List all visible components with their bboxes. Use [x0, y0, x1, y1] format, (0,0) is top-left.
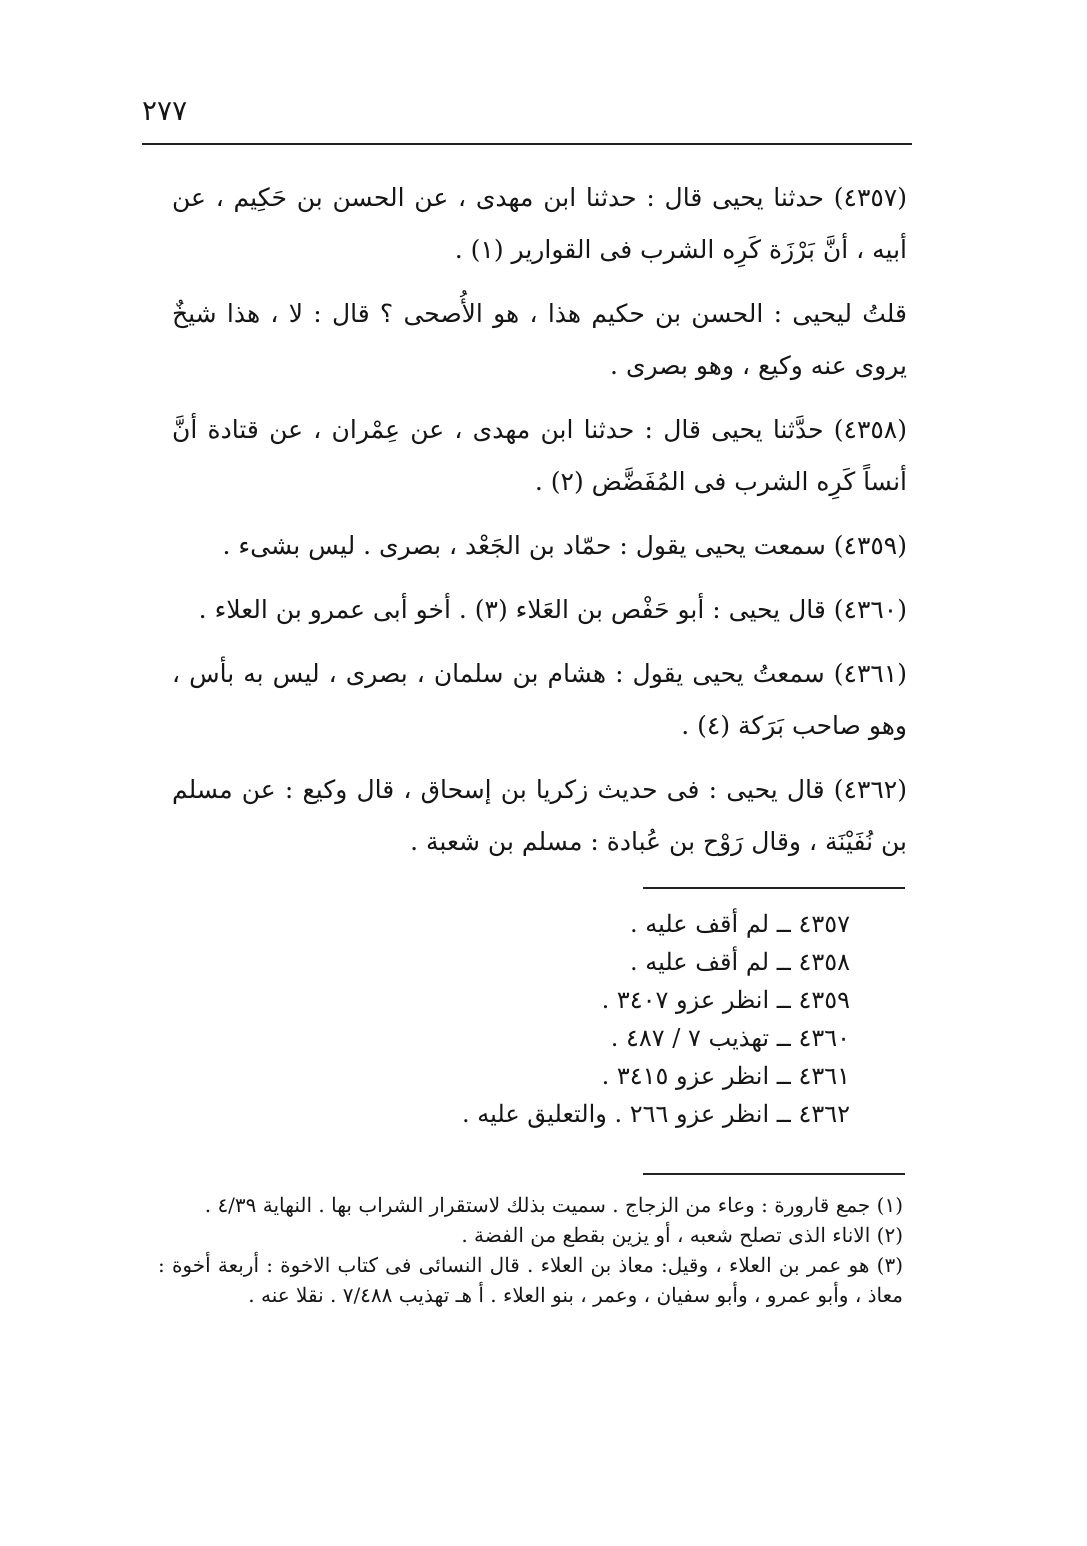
reference-item: ٤٣٥٨ ــ لم أقف عليه .	[629, 948, 850, 976]
entry-4358: (٤٣٥٨) حدَّثنا يحيى قال : حدثنا ابن مهدى ، عن عِمْران ، عن قتادة أنَّ أنساً كَرِه الشرب فى المُفَضَّض (٢) .	[172, 415, 907, 496]
footnote-1: (١) جمع قارورة : وعاء من الزجاج . سميت بذلك لاستقرار الشراب بها . النهاية ٤/٣٩ .	[204, 1193, 903, 1217]
reference-item: ٤٣٦١ ــ انظر عزو ٣٤١٥ .	[601, 1062, 850, 1090]
reference-item: ٤٣٦٢ ــ انظر عزو ٢٦٦ . والتعليق عليه .	[462, 1100, 850, 1128]
entry-4357: (٤٣٥٧) حدثنا يحيى قال : حدثنا ابن مهدى ، عن الحسن بن حَكِيم ، عن أبيه ، أنَّ بَرْزَة كَرِه الشرب فى القوارير (١) .	[172, 183, 907, 264]
footnotes-rule	[643, 1173, 905, 1175]
entry-4360: (٤٣٦٠) قال يحيى : أبو حَفْص بن العَلاء (٣) . أخو أبى عمرو بن العلاء .	[198, 595, 907, 624]
entry-4362: (٤٣٦٢) قال يحيى : فى حديث زكريا بن إسحاق ، قال وكيع : عن مسلم بن نُفَيْنَة ، وقال رَوْح بن عُبادة : مسلم بن شعبة .	[172, 775, 907, 856]
entry-4361: (٤٣٦١) سمعتُ يحيى يقول : هشام بن سلمان ، بصرى ، ليس به بأس ، وهو صاحب بَرَكة (٤) .	[172, 659, 907, 740]
reference-item: ٤٣٦٠ ــ تهذيب ٧ / ٤٨٧ .	[610, 1024, 850, 1052]
entry-4359: (٤٣٥٩) سمعت يحيى يقول : حمّاد بن الجَعْد ، بصرى . ليس بشىء .	[222, 531, 907, 560]
footnote-3: (٣) هو عمر بن العلاء ، وقيل: معاذ بن العلاء . قال النسائى فى كتاب الاخوة : أربعة أخوة : معاذ ، وأبو عمرو ، وأبو سفيان ، وعمر ، بنو العلاء . أ هـ تهذيب ٧/٤٨٨ . نقلا عنه .	[158, 1253, 903, 1307]
reference-item: ٤٣٥٧ ــ لم أقف عليه .	[629, 910, 850, 938]
footnote-2: (٢) الاناء الذى تصلح شعبه ، أو يزين بقطع من الفضة .	[461, 1223, 903, 1247]
references-list	[400, 905, 850, 1133]
entry-4357-comment: قلتُ ليحيى : الحسن بن حكيم هذا ، هو الأُصحى ؟ قال : لا ، هذا شيخٌ يروى عنه وكيع ، وهو بصرى .	[172, 299, 907, 380]
page-number: ٢٧٧	[142, 94, 188, 127]
main-text	[172, 172, 907, 880]
references-rule	[643, 887, 905, 889]
footnotes	[158, 1190, 903, 1310]
header-rule	[142, 143, 912, 145]
reference-item: ٤٣٥٩ ــ انظر عزو ٣٤٠٧ .	[601, 986, 850, 1014]
